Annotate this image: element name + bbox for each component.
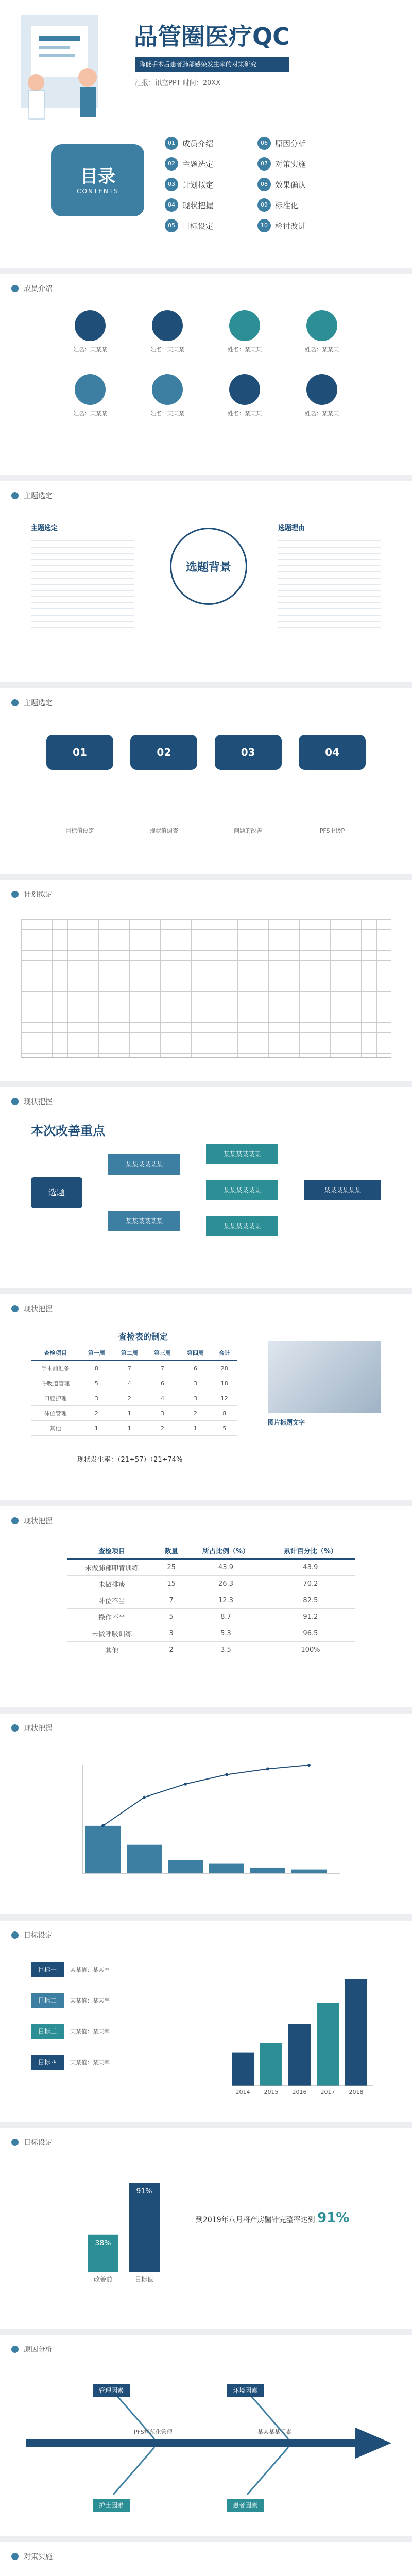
toc-item[interactable]: 08 效果确认 — [258, 178, 350, 191]
checklist-note: 现状发生率：（21÷57）（21÷74% — [77, 1456, 183, 1464]
step-card: 04 PFS上级P — [299, 735, 366, 835]
table-row — [67, 1625, 355, 1642]
table-cell: 1 — [80, 1421, 113, 1436]
table-cell: 3.5 — [186, 1642, 266, 1658]
slide-target-value — [0, 2128, 412, 2329]
focus-box: 某某某某某某 — [206, 1216, 278, 1236]
target-statement: 到2019年八月将产房醫针完整率达到 91% — [196, 2210, 350, 2226]
avatar-icon — [152, 310, 183, 341]
cover-subtitle: 降低手术后患者肺部感染发生率的对策研究 — [135, 57, 289, 72]
pareto-table — [67, 1543, 355, 1658]
focus-center: 选题 — [31, 1177, 82, 1208]
bar — [127, 1845, 162, 1873]
tick-label: 改善前 — [93, 2276, 113, 2283]
tick-label: 2016 — [292, 2089, 307, 2095]
member-card: 姓名：某某某 — [129, 310, 206, 353]
slide-header: 主题选定 — [11, 490, 53, 501]
table-header: 累计百分比（%） — [266, 1543, 355, 1559]
table-row — [31, 1361, 237, 1376]
avatar-icon — [229, 374, 260, 405]
table-cell: 2 — [113, 1391, 146, 1406]
table-cell: 未做肺部叩背训练 — [67, 1559, 157, 1576]
table-cell: 操作不当 — [67, 1609, 157, 1625]
cover-illustration — [10, 5, 124, 124]
slide-header: 现状把握 — [11, 1723, 53, 1733]
table-cell: 其他 — [67, 1642, 157, 1658]
slide-focus — [0, 1087, 412, 1288]
table-cell: 1 — [113, 1421, 146, 1436]
table-cell: 2 — [179, 1406, 212, 1421]
bar — [345, 1979, 367, 2086]
slide-plan — [0, 880, 412, 1081]
topic-right-heading: 选题理由 — [278, 524, 305, 532]
table-header: 第二周 — [113, 1346, 146, 1361]
table-cell: 8 — [80, 1361, 113, 1376]
fishbone-diagram — [10, 2371, 402, 2515]
fishbone-top-label: 管理因素 — [93, 2384, 130, 2397]
table-row — [67, 1559, 355, 1576]
table-header: 第一周 — [80, 1346, 113, 1361]
focus-box: 某某某某某某 — [108, 1211, 180, 1231]
gantt-table — [21, 919, 391, 1058]
fishbone-mid-label: 某某某某因素 — [258, 2429, 291, 2435]
table-cell: 未做呼吸训练 — [67, 1625, 157, 1642]
checklist-photo — [268, 1341, 381, 1413]
table-cell: 5.3 — [186, 1625, 266, 1642]
slide-checklist — [0, 1294, 412, 1500]
member-card: 姓名：某某某 — [52, 310, 129, 353]
avatar-icon — [306, 374, 337, 405]
focus-box: 某某某某某某 — [206, 1180, 278, 1200]
topic-center-badge: 选题背景 — [170, 528, 247, 605]
table-row — [31, 1376, 237, 1391]
bar — [291, 1870, 327, 1873]
slide-header: 目标设定 — [11, 2137, 53, 2147]
toc-item[interactable]: 09 标准化 — [258, 198, 350, 212]
table-cell: 3 — [146, 1406, 179, 1421]
cumulative-line — [103, 1765, 309, 1826]
bar — [260, 2043, 282, 2086]
table-cell: 5 — [157, 1609, 186, 1625]
cumulative-point — [101, 1824, 105, 1827]
slide-header: 原因分析 — [11, 2344, 53, 2354]
table-row — [67, 1576, 355, 1592]
step-card: 01 目标值设定 — [46, 735, 113, 835]
header-dot-icon — [11, 2346, 19, 2353]
slide-topic — [0, 481, 412, 682]
table-cell: 43.9 — [186, 1559, 266, 1576]
header-dot-icon — [11, 1724, 19, 1732]
table-cell: 2 — [146, 1421, 179, 1436]
table-cell: 8.7 — [186, 1609, 266, 1625]
toc-list — [165, 137, 350, 232]
member-card: 姓名：某某某 — [283, 310, 360, 353]
header-dot-icon — [11, 285, 19, 292]
table-row — [67, 1609, 355, 1625]
table-cell: 70.2 — [266, 1576, 355, 1592]
cover-title: 品管圈医疗QC — [134, 23, 290, 50]
slide-pareto-table — [0, 1506, 412, 1707]
members-grid — [52, 310, 360, 417]
fishbone-bottom-label: 患者因素 — [227, 2499, 264, 2512]
toc-item[interactable]: 10 检讨改进 — [258, 219, 350, 232]
header-dot-icon — [11, 1517, 19, 1524]
table-cell: 25 — [157, 1559, 186, 1576]
table-cell: 5 — [212, 1421, 237, 1436]
avatar-icon — [75, 310, 106, 341]
focus-box: 某某某某某某 — [304, 1180, 381, 1200]
toc-badge — [52, 144, 144, 216]
focus-box: 某某某某某某 — [108, 1154, 180, 1175]
target-value: 91% — [317, 2210, 350, 2226]
cumulative-point — [184, 1783, 187, 1786]
step-card: 03 问题的改善 — [215, 735, 282, 835]
table-cell: 26.3 — [186, 1576, 266, 1592]
bar — [209, 1864, 244, 1873]
avatar-icon — [306, 310, 337, 341]
header-dot-icon — [11, 1305, 19, 1312]
slide-header: 现状把握 — [11, 1516, 53, 1526]
table-cell: 28 — [212, 1361, 237, 1376]
table-cell: 其他 — [31, 1421, 80, 1436]
header-dot-icon — [11, 492, 19, 499]
toc-item[interactable]: 01 成员介绍 — [165, 137, 258, 150]
member-card: 姓名：某某某 — [206, 310, 283, 353]
table-header: 第四周 — [179, 1346, 212, 1361]
step-card: 02 现状值调查 — [130, 735, 197, 835]
table-cell: 18 — [212, 1376, 237, 1391]
table-header: 第三周 — [146, 1346, 179, 1361]
table-cell: 3 — [179, 1376, 212, 1391]
member-card: 姓名：某某某 — [206, 374, 283, 417]
table-cell: 12.3 — [186, 1592, 266, 1609]
toc-item[interactable]: 02 主题选定 — [165, 157, 258, 171]
steps-row — [46, 735, 366, 835]
pareto-chart — [62, 1755, 350, 1889]
table-cell: 5 — [80, 1376, 113, 1391]
table-cell: 6 — [179, 1361, 212, 1376]
bar — [232, 2053, 254, 2086]
data-label: 38% — [95, 2239, 111, 2247]
table-cell: 3 — [157, 1625, 186, 1642]
fishbone-mid-label: PFS规范化管理 — [134, 2429, 173, 2435]
member-card: 姓名：某某某 — [52, 374, 129, 417]
table-cell: 7 — [113, 1361, 146, 1376]
table-cell: 91.2 — [266, 1609, 355, 1625]
header-dot-icon — [11, 2553, 19, 2560]
table-cell: 3 — [80, 1391, 113, 1406]
header-dot-icon — [11, 2139, 19, 2146]
toc-item[interactable]: 06 原因分析 — [258, 137, 350, 150]
table-row — [67, 1592, 355, 1609]
table-cell: 100% — [266, 1642, 355, 1658]
target-row: 目标二 某某值：某某率 — [31, 1993, 110, 2008]
focus-box: 某某某某某某 — [206, 1144, 278, 1164]
slide-members — [0, 274, 412, 475]
data-label: 91% — [136, 2187, 152, 2196]
table-row — [67, 1642, 355, 1658]
toc-item[interactable]: 04 现状把握 — [165, 198, 258, 212]
bar — [288, 2024, 311, 2086]
table-header: 数量 — [157, 1543, 186, 1559]
table-cell: 4 — [113, 1376, 146, 1391]
topic-left-text — [31, 535, 134, 628]
growth-chart — [221, 1952, 386, 2106]
table-cell: 8 — [212, 1406, 237, 1421]
slide-countermeasures — [0, 2542, 412, 2576]
bar — [85, 1826, 121, 1873]
table-header: 查检项目 — [31, 1346, 80, 1361]
slide-header: 主题选定 — [11, 698, 53, 708]
table-cell: 12 — [212, 1391, 237, 1406]
header-dot-icon — [11, 1098, 19, 1105]
avatar-icon — [152, 374, 183, 405]
table-header: 所占比例（%） — [186, 1543, 266, 1559]
table-cell: 卧位不当 — [67, 1592, 157, 1609]
header-dot-icon — [11, 891, 19, 898]
table-cell: 呼吸道管理 — [31, 1376, 80, 1391]
bar — [168, 1860, 203, 1873]
slide-header: 成员介绍 — [11, 283, 53, 294]
tick-label: 2015 — [264, 2089, 279, 2095]
table-cell: 6 — [146, 1376, 179, 1391]
tick-label: 目标值 — [134, 2276, 154, 2283]
bar — [250, 1868, 285, 1873]
member-card: 姓名：某某某 — [283, 374, 360, 417]
table-cell: 未做排痰 — [67, 1576, 157, 1592]
avatar-icon — [75, 374, 106, 405]
topic-left-heading: 主题选定 — [31, 524, 58, 532]
checklist-heading: 查检表的制定 — [118, 1332, 168, 1342]
table-cell: 手术前准备 — [31, 1361, 80, 1376]
toc-item[interactable]: 05 目标设定 — [165, 219, 258, 232]
table-cell: 82.5 — [266, 1592, 355, 1609]
table-cell: 7 — [157, 1592, 186, 1609]
table-cell: 43.9 — [266, 1559, 355, 1576]
table-cell: 1 — [113, 1406, 146, 1421]
bar — [129, 2183, 160, 2272]
table-cell: 96.5 — [266, 1625, 355, 1642]
tick-label: 2014 — [235, 2089, 250, 2095]
bar — [317, 2003, 339, 2086]
table-cell: 15 — [157, 1576, 186, 1592]
target-row: 目标一 某某值：某某率 — [31, 1962, 110, 1977]
slide-pareto-chart — [0, 1714, 412, 1914]
cumulative-point — [143, 1796, 146, 1799]
slide-steps — [0, 688, 412, 874]
table-row — [31, 1421, 237, 1436]
table-header: 合计 — [212, 1346, 237, 1361]
table-cell: 2 — [80, 1406, 113, 1421]
toc-title: 目录 — [80, 166, 115, 187]
table-cell: 4 — [146, 1391, 179, 1406]
slide-header: 现状把握 — [11, 1096, 53, 1107]
cumulative-point — [266, 1767, 269, 1770]
cumulative-point — [225, 1773, 228, 1776]
slide-targets — [0, 1921, 412, 2122]
slide-header: 目标设定 — [11, 1930, 53, 1940]
header-dot-icon — [11, 699, 19, 706]
target-row: 目标三 某某值：某某率 — [31, 2024, 110, 2039]
target-chart — [72, 2164, 175, 2293]
slide-header: 计划拟定 — [11, 889, 53, 900]
table-cell: 体位管理 — [31, 1406, 80, 1421]
target-row: 目标四 某某值：某某率 — [31, 2055, 110, 2070]
photo-caption: 图片标题文字 — [268, 1419, 305, 1426]
tick-label: 2017 — [320, 2089, 335, 2095]
topic-right-text — [278, 535, 381, 628]
table-cell: 3 — [179, 1391, 212, 1406]
cover-slide — [0, 0, 412, 268]
toc-item[interactable]: 03 计划拟定 — [165, 178, 258, 191]
tick-label: 2018 — [349, 2089, 364, 2095]
header-dot-icon — [11, 1931, 19, 1939]
table-row — [31, 1406, 237, 1421]
slide-header: 对策实施 — [11, 2551, 53, 2562]
table-cell: 口腔护理 — [31, 1391, 80, 1406]
table-cell: 1 — [179, 1421, 212, 1436]
table-cell: 2 — [157, 1642, 186, 1658]
table-header: 查检项目 — [67, 1543, 157, 1559]
toc-sub: CONTENTS — [77, 188, 119, 195]
table-cell: 7 — [146, 1361, 179, 1376]
table-row — [31, 1391, 237, 1406]
fishbone-top-label: 环境因素 — [227, 2384, 264, 2397]
checklist-table — [31, 1346, 237, 1436]
member-card: 姓名：某某某 — [129, 374, 206, 417]
avatar-icon — [229, 310, 260, 341]
focus-heading: 本次改善重点 — [31, 1124, 105, 1138]
cumulative-point — [307, 1764, 311, 1767]
slide-fishbone — [0, 2335, 412, 2536]
toc-item[interactable]: 07 对策实施 — [258, 157, 350, 171]
cover-reporter: 汇报：讯立PPT 时间：20XX — [135, 79, 221, 87]
fishbone-bottom-label: 护士因素 — [93, 2499, 130, 2512]
slide-header: 现状把握 — [11, 1303, 53, 1314]
